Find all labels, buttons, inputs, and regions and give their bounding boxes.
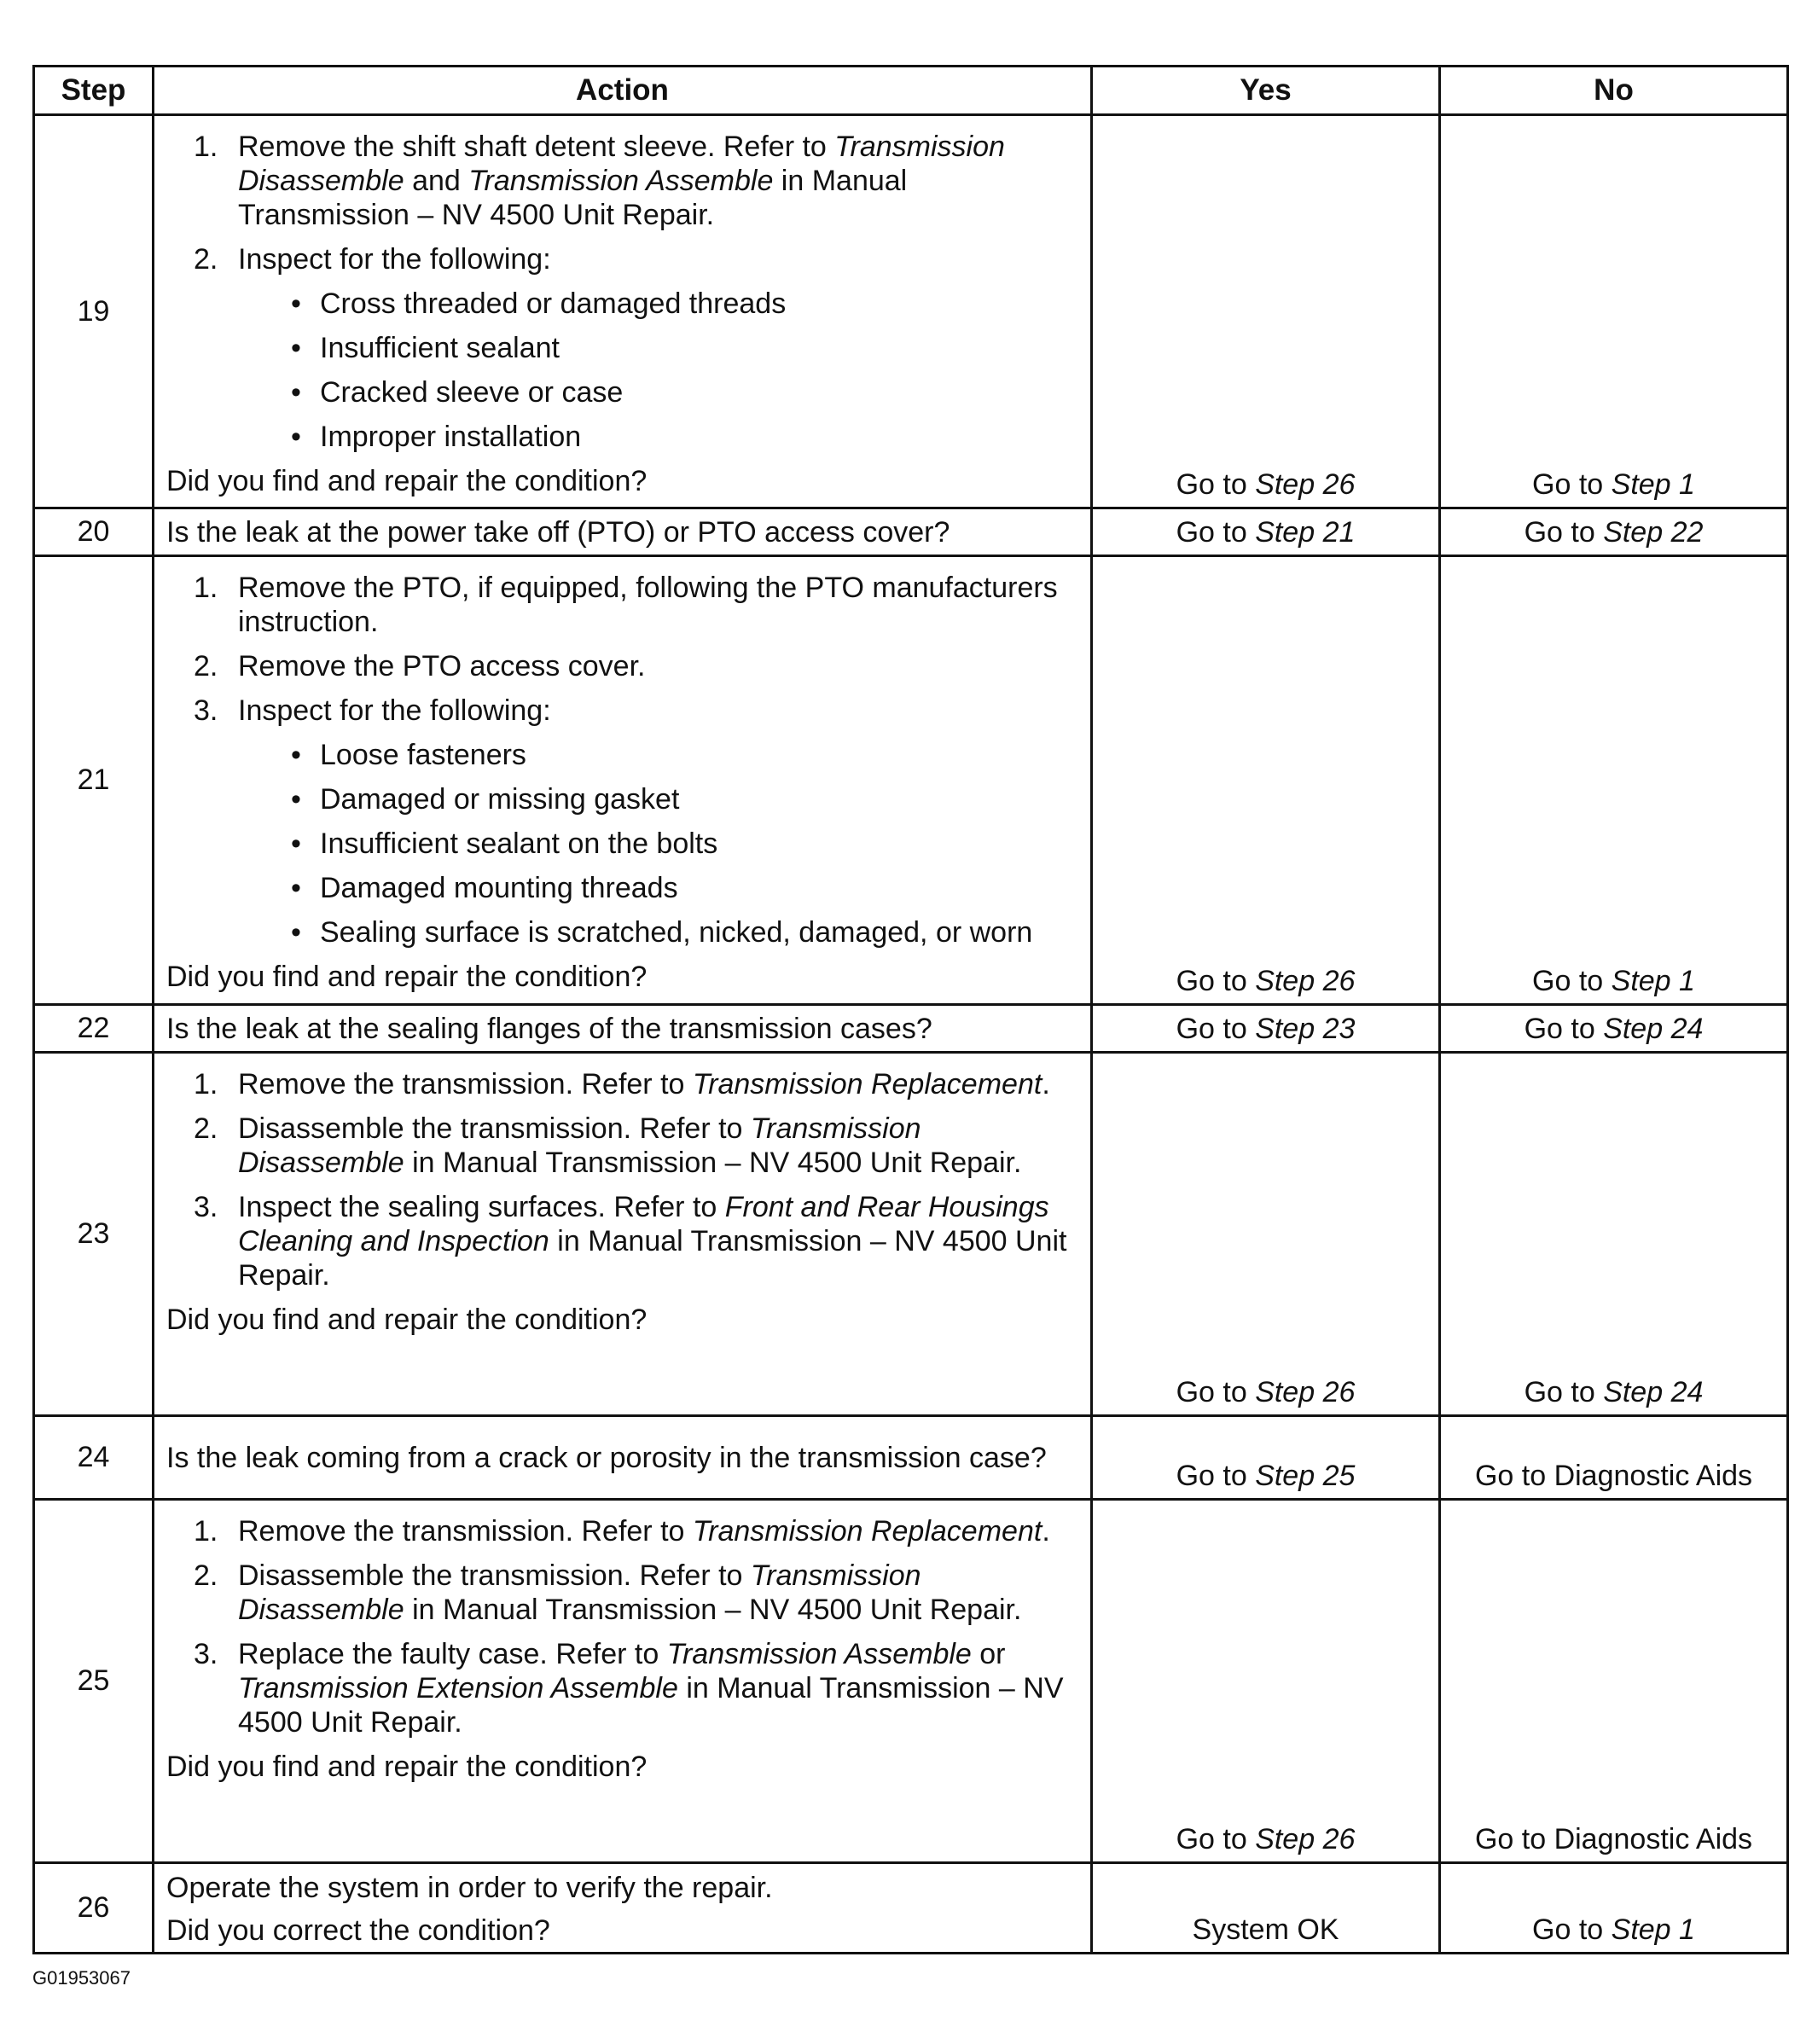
action-list (166, 1067, 1078, 1292)
step-reference: Step 24 (1603, 1013, 1704, 1045)
no-cell (1440, 1863, 1788, 1954)
table-header-row (34, 67, 1788, 115)
goto-text: Go to (1532, 1913, 1612, 1946)
yes-cell (1092, 1005, 1440, 1053)
action-cell (154, 1053, 1092, 1416)
step-reference: Step 26 (1255, 965, 1356, 997)
action-cell (154, 1500, 1092, 1863)
goto-text: Go to (1176, 965, 1256, 997)
item-text: Replace the faulty case. Refer to (238, 1638, 667, 1670)
header-yes: Yes (1092, 67, 1440, 115)
no-cell: Go to Diagnostic Aids (1440, 1500, 1788, 1863)
yes-cell (1092, 1053, 1440, 1416)
bullet-list (238, 287, 1078, 454)
action-list (166, 1514, 1078, 1739)
question-text: Did you find and repair the condition? (166, 1304, 648, 1336)
goto-text: Go to (1524, 1013, 1604, 1045)
header-step: Step (34, 67, 154, 115)
goto-text: Go to (1176, 516, 1256, 549)
reference-link: Transmission Extension Assemble (238, 1672, 678, 1704)
goto-text: Go to (1176, 1376, 1256, 1408)
action-item (166, 1514, 1078, 1548)
item-text: Remove the PTO, if equipped, following the PTO manufacturers instruction. (238, 572, 1058, 638)
goto-text: Go to (1532, 468, 1612, 501)
question-text: Did you find and repair the condition? (166, 465, 648, 497)
item-text: . (1042, 1515, 1050, 1548)
item-text: Remove the transmission. Refer to (238, 1068, 693, 1100)
step-number: 25 (34, 1500, 154, 1863)
action-item (166, 1559, 1078, 1627)
no-cell: Go to Diagnostic Aids (1440, 1416, 1788, 1500)
step-reference: Step 26 (1255, 1376, 1356, 1408)
bullet-item: • Cracked sleeve or case (279, 375, 1078, 409)
goto-text: Go to (1532, 965, 1612, 997)
header-action: Action (154, 67, 1092, 115)
item-text: . (1042, 1068, 1050, 1100)
item-text: Disassemble the transmission. Refer to (238, 1112, 751, 1145)
no-cell (1440, 556, 1788, 1005)
item-number: 3. (194, 1638, 218, 1670)
action-cell (154, 115, 1092, 508)
bullet-item: • Sealing surface is scratched, nicked, damaged, or worn (279, 915, 1078, 949)
step-number: 20 (34, 508, 154, 556)
table-row (34, 508, 1788, 556)
step-reference: Step 25 (1255, 1460, 1356, 1492)
item-number: 1. (194, 572, 218, 604)
step-reference: Step 21 (1255, 516, 1356, 549)
bullet-item: • Improper installation (279, 420, 1078, 454)
item-number: 3. (194, 694, 218, 727)
reference-link: Transmission Assemble (468, 165, 774, 197)
goto-text: Go to (1176, 468, 1256, 501)
item-text: in Manual Transmission – NV 4500 Unit Repair. (238, 1225, 1067, 1292)
question-text: Did you find and repair the condition? (166, 961, 648, 993)
goto-text: Go to (1524, 516, 1604, 549)
reference-link: Transmission Disassemble (238, 1559, 921, 1626)
action-cell (154, 556, 1092, 1005)
bullet-item: • Insufficient sealant (279, 331, 1078, 365)
reference-link: Transmission Disassemble (238, 1112, 921, 1179)
step-reference: Step 1 (1611, 965, 1695, 997)
action-item (166, 1190, 1078, 1292)
step-number: 21 (34, 556, 154, 1005)
table-row (34, 1416, 1788, 1500)
reference-link: Transmission Replacement (692, 1068, 1042, 1100)
step-number: 19 (34, 115, 154, 508)
step-reference: Step 24 (1603, 1376, 1704, 1408)
question-text: Is the leak coming from a crack or porosity in the transmission case? (154, 1416, 1092, 1500)
no-cell (1440, 1005, 1788, 1053)
bullet-item: • Damaged or missing gasket (279, 782, 1078, 816)
step-number: 23 (34, 1053, 154, 1416)
item-number: 1. (194, 131, 218, 163)
bullet-list (238, 738, 1078, 949)
yes-cell: System OK (1092, 1863, 1440, 1954)
no-cell (1440, 115, 1788, 508)
reference-link: Transmission Replacement (692, 1515, 1042, 1548)
item-text: in Manual Transmission – NV 4500 Unit Repair. (238, 1672, 1064, 1739)
action-item (166, 1112, 1078, 1180)
step-number: 22 (34, 1005, 154, 1053)
action-cell (154, 1863, 1092, 1954)
diagnostic-table-container (32, 65, 1786, 1954)
yes-cell (1092, 115, 1440, 508)
table-row (34, 1053, 1788, 1416)
bullet-item: • Loose fasteners (279, 738, 1078, 772)
step-number: 24 (34, 1416, 154, 1500)
bullet-item: • Insufficient sealant on the bolts (279, 827, 1078, 861)
yes-cell (1092, 508, 1440, 556)
item-text: in Manual Transmission – NV 4500 Unit Repair. (404, 1594, 1022, 1626)
item-number: 2. (194, 243, 218, 276)
goto-text: Go to (1176, 1823, 1256, 1855)
action-list (166, 571, 1078, 949)
reference-link: Transmission Assemble (666, 1638, 972, 1670)
goto-text: Go to (1176, 1460, 1256, 1492)
item-text: Inspect for the following: (238, 243, 551, 276)
action-item (166, 130, 1078, 232)
question-text: Did you correct the condition? (166, 1914, 550, 1947)
table-row (34, 1005, 1788, 1053)
no-cell (1440, 508, 1788, 556)
action-list (166, 130, 1078, 454)
item-text: Remove the transmission. Refer to (238, 1515, 693, 1548)
diagnostic-table (32, 65, 1789, 1954)
action-item (166, 242, 1078, 454)
header-no: No (1440, 67, 1788, 115)
step-reference: Step 22 (1603, 516, 1704, 549)
item-text: Inspect the sealing surfaces. Refer to (238, 1191, 725, 1223)
item-number: 2. (194, 650, 218, 682)
goto-text: Go to (1176, 1013, 1256, 1045)
item-text: in Manual Transmission – NV 4500 Unit Repair. (404, 1147, 1022, 1179)
yes-cell (1092, 556, 1440, 1005)
table-row (34, 1863, 1788, 1954)
goto-text: Go to (1524, 1376, 1604, 1408)
reference-link: Transmission Disassemble (238, 131, 1005, 197)
action-item (166, 649, 1078, 683)
action-item (166, 1637, 1078, 1739)
item-text: and (404, 165, 469, 197)
item-number: 3. (194, 1191, 218, 1223)
item-text: Remove the PTO access cover. (238, 650, 646, 682)
item-number: 2. (194, 1112, 218, 1145)
table-row (34, 556, 1788, 1005)
action-item (166, 571, 1078, 639)
item-text: or (971, 1638, 1006, 1670)
action-item (166, 694, 1078, 949)
step-reference: Step 26 (1255, 468, 1356, 501)
figure-id: G01953067 (32, 1967, 131, 1989)
yes-cell (1092, 1500, 1440, 1863)
no-cell (1440, 1053, 1788, 1416)
table-row (34, 115, 1788, 508)
yes-cell (1092, 1416, 1440, 1500)
item-text: Disassemble the transmission. Refer to (238, 1559, 751, 1592)
question-text: Is the leak at the sealing flanges of the transmission cases? (154, 1005, 1092, 1053)
item-number: 1. (194, 1068, 218, 1100)
question-text: Is the leak at the power take off (PTO) or PTO access cover? (154, 508, 1092, 556)
item-text: Remove the shift shaft detent sleeve. Refer to (238, 131, 835, 163)
item-text: in Manual Transmission – NV 4500 Unit Repair. (238, 165, 908, 231)
step-reference: Step 26 (1255, 1823, 1356, 1855)
item-number: 1. (194, 1515, 218, 1548)
bullet-item: • Cross threaded or damaged threads (279, 287, 1078, 321)
action-item (166, 1067, 1078, 1101)
question-text: Did you find and repair the condition? (166, 1751, 648, 1783)
item-text: Inspect for the following: (238, 694, 551, 727)
table-row (34, 1500, 1788, 1863)
step-reference: Step 1 (1611, 468, 1695, 501)
step-reference: Step 23 (1255, 1013, 1356, 1045)
action-text: Operate the system in order to verify the repair. (166, 1872, 773, 1904)
bullet-item: • Damaged mounting threads (279, 871, 1078, 905)
step-reference: Step 1 (1611, 1913, 1695, 1946)
item-number: 2. (194, 1559, 218, 1592)
reference-link: Front and Rear Housings Cleaning and Inspection (238, 1191, 1049, 1257)
step-number: 26 (34, 1863, 154, 1954)
